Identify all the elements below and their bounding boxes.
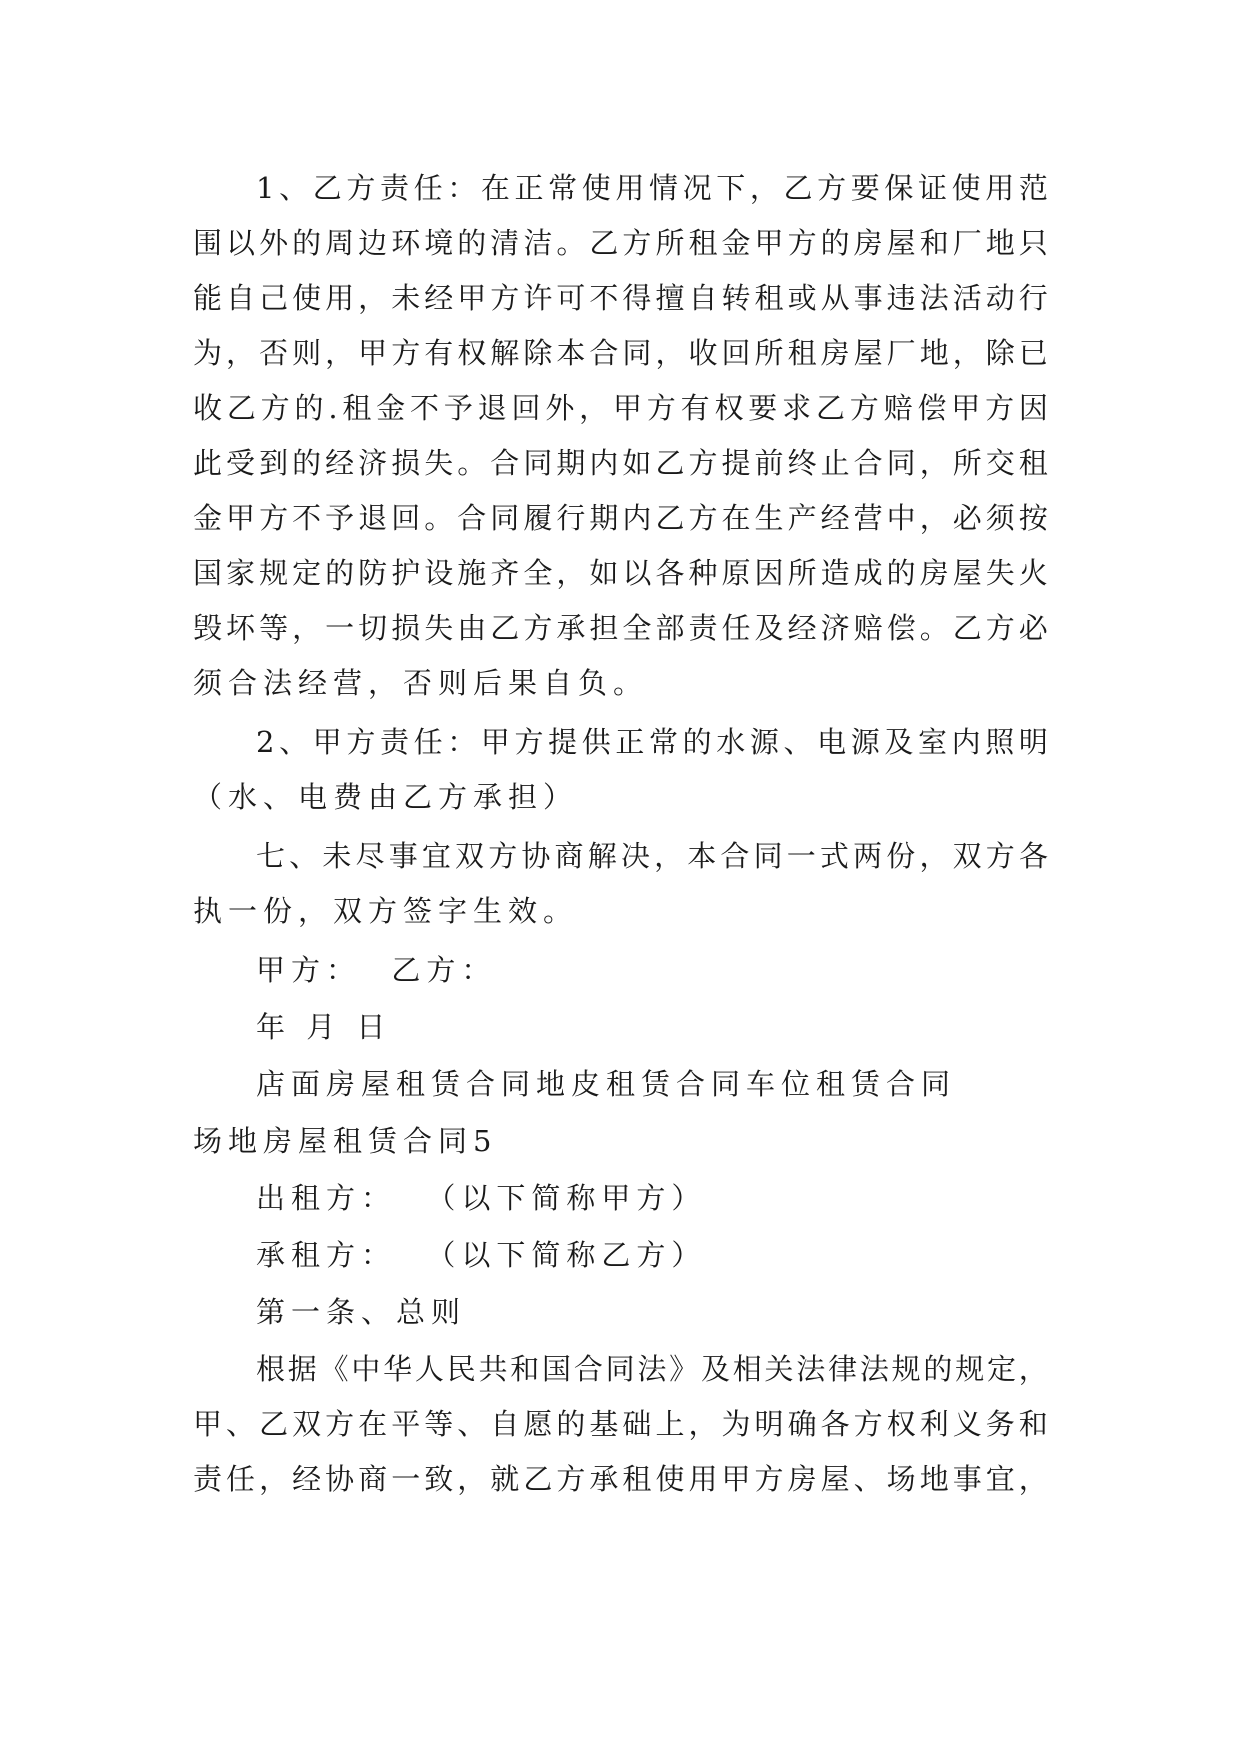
- p1-line-10: 须合法经营，否则后果自负。: [193, 666, 649, 700]
- p3-line-1: 七 、 未 尽 事 宜 双 方 协 商 解 决 ， 本 合 同 一 式 两 份 ， 双 方 各: [256, 839, 1048, 873]
- date-line: 年 月 日: [256, 1010, 392, 1044]
- p1-line-1: 1 、 乙 方 责 任 ： 在 正 常 使 用 情 况 下 ， 乙 方 要 保 证 使 用 范: [256, 171, 1048, 205]
- p1-line-3: 能 自 己 使 用 ， 未 经 甲 方 许 可 不 得 擅 自 转 租 或 从 事 违 法 活 动 行: [193, 281, 1048, 315]
- p1-line-5: 收 乙 方 的 . 租 金 不 予 退 回 外 ， 甲 方 有 权 要 求 乙 方 赔 偿 甲 方 因: [193, 391, 1048, 425]
- related-contracts-line: 店面房屋租赁合同地皮租赁合同车位租赁合同: [256, 1067, 957, 1101]
- p1-line-8: 国 家 规 定 的 防 护 设 施 齐 全 ， 如 以 各 种 原 因 所 造 成 的 房 屋 失 火: [193, 556, 1048, 590]
- p1-line-7: 金 甲 方 不 予 退 回 。 合 同 履 行 期 内 乙 方 在 生 产 经 营 中 ， 必 须 按: [193, 501, 1048, 535]
- p1-line-4: 为 ， 否 则 ， 甲 方 有 权 解 除 本 合 同 ， 收 回 所 租 房 屋 厂 地 ， 除 已: [193, 336, 1048, 370]
- p1-line-6: 此 受 到 的 经 济 损 失 。 合 同 期 内 如 乙 方 提 前 终 止 合 同 ， 所 交 租: [193, 446, 1048, 480]
- signature-parties-line: 甲方： 乙方：: [256, 953, 497, 987]
- p2-line-1: 2 、 甲 方 责 任 ： 甲 方 提 供 正 常 的 水 源 、 电 源 及 室 内 照 明: [256, 725, 1048, 759]
- p3-line-2: 执一份，双方签字生效。: [193, 894, 579, 928]
- p2-line-2: （水、电费由乙方承担）: [193, 780, 579, 814]
- p11-line-2: 甲 、 乙 双 方 在 平 等 、 自 愿 的 基 础 上 ， 为 明 确 各 方 权 利 义 务 和: [193, 1407, 1048, 1441]
- p1-line-9: 毁 坏 等 ， 一 切 损 失 由 乙 方 承 担 全 部 责 任 及 经 济 赔 偿 。 乙 方 必: [193, 611, 1048, 645]
- p11-line-1: 根 据 《 中 华 人 民 共 和 国 合 同 法 》 及 相 关 法 律 法 规 的 规 定 ，: [256, 1352, 1048, 1386]
- article-1-heading: 第一条、总则: [256, 1295, 467, 1329]
- p11-line-3: 责 任 ， 经 协 商 一 致 ， 就 乙 方 承 租 使 用 甲 方 房 屋 、 场 地 事 宜 ，: [193, 1462, 1048, 1496]
- lessee-line: 承租方： （以下简称乙方）: [256, 1238, 707, 1272]
- p1-line-2: 围 以 外 的 周 边 环 境 的 清 洁 。 乙 方 所 租 金 甲 方 的 房 屋 和 厂 地 只: [193, 226, 1048, 260]
- lessor-line: 出租方： （以下简称甲方）: [256, 1181, 707, 1215]
- contract-title: 场地房屋租赁合同5: [193, 1124, 498, 1158]
